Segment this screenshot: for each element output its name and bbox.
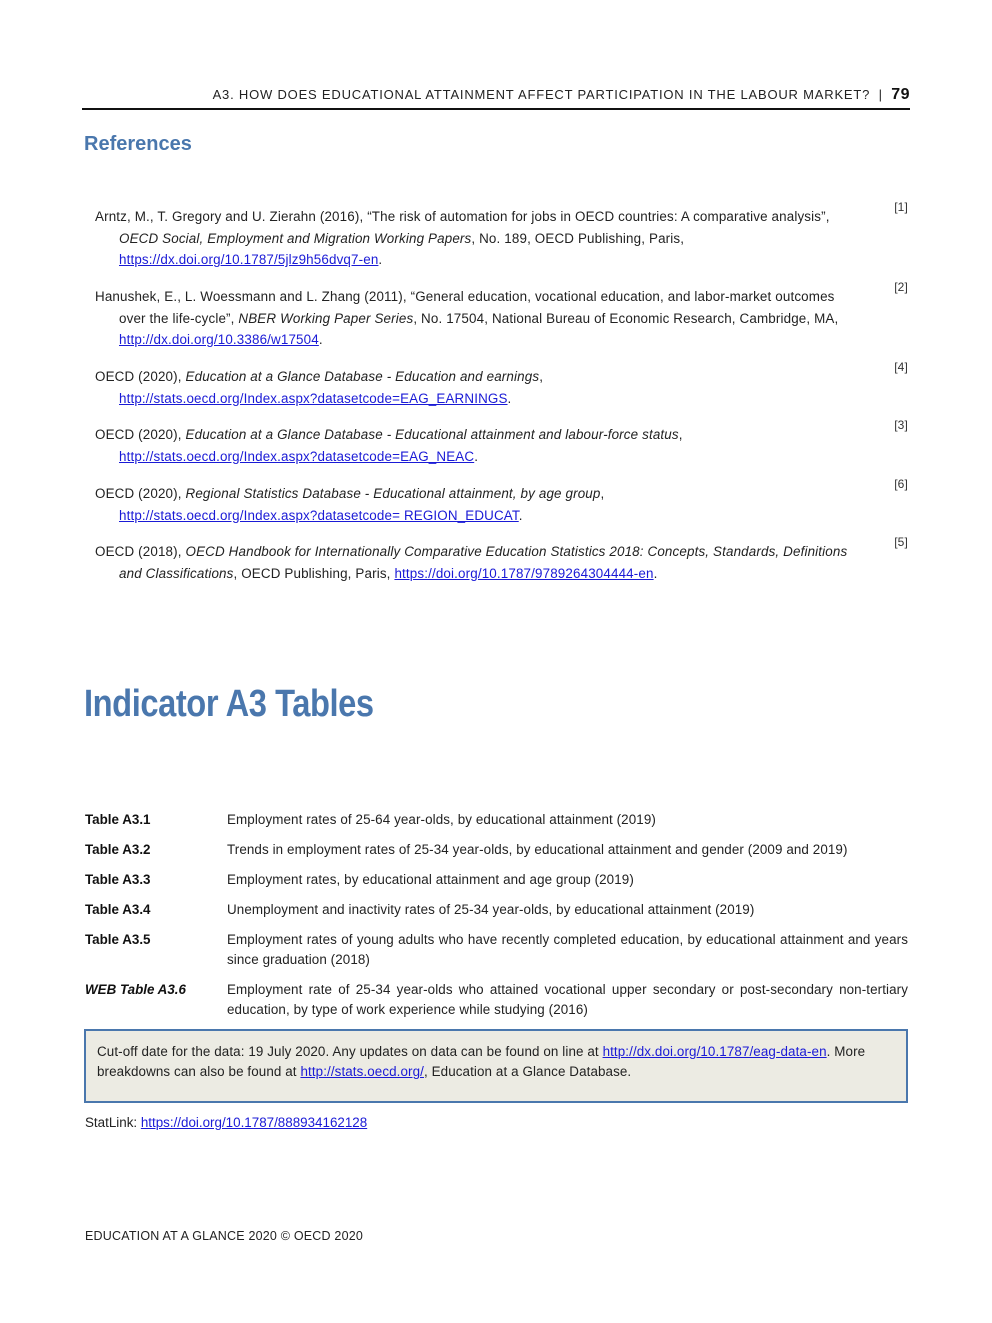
- table-description: Employment rate of 25-34 year-olds who attained vocational upper secondary or post-secondary non-tertiary education, by type of work experience while studying (2016): [227, 982, 908, 1017]
- reference-publisher: , No. 17504, National Bureau of Economic Research, Cambridge, MA,: [413, 310, 839, 326]
- reference-link[interactable]: https://doi.org/10.1787/9789264304444-en: [394, 565, 654, 581]
- reference-series: OECD Social, Employment and Migration Working Papers: [119, 230, 472, 246]
- reference-link[interactable]: http://stats.oecd.org/Index.aspx?datasetcode= REGION_EDUCAT: [119, 507, 519, 523]
- references-heading: References: [84, 133, 192, 155]
- reference-publisher: ,: [539, 369, 544, 384]
- table-description: Unemployment and inactivity rates of 25-34 year-olds, by educational attainment (2019): [227, 902, 755, 917]
- reference-number: [1]: [894, 200, 908, 214]
- reference-text: [95, 541, 855, 584]
- reference-end: .: [653, 565, 658, 581]
- reference-series: Education at a Glance Database - Education and earnings: [185, 369, 540, 384]
- reference-publisher: , No. 189, OECD Publishing, Paris,: [471, 230, 685, 246]
- table-list-row[interactable]: [85, 870, 908, 890]
- table-label: Table A3.1: [85, 812, 151, 827]
- reference-end: .: [378, 252, 383, 267]
- reference-series: OECD Handbook for Internationally Comparative Education Statistics 2018: Concepts, Standards, Definitions and Classifications: [119, 544, 848, 581]
- eag-data-link[interactable]: http://dx.doi.org/10.1787/eag-data-en: [602, 1044, 827, 1059]
- reference-publisher: ,: [678, 427, 683, 442]
- reference-authors: OECD (2020),: [95, 427, 186, 442]
- reference-authors: OECD (2020),: [95, 486, 186, 501]
- reference-number: [3]: [894, 418, 908, 432]
- reference-link[interactable]: http://stats.oecd.org/Index.aspx?datasetcode=EAG_EARNINGS: [119, 390, 508, 406]
- table-list-row[interactable]: [85, 840, 908, 860]
- reference-text: [95, 483, 855, 526]
- table-list-row[interactable]: [85, 900, 908, 920]
- reference-link[interactable]: http://dx.doi.org/10.3386/w17504: [119, 332, 319, 347]
- reference-series: Regional Statistics Database - Educational attainment, by age group: [185, 486, 601, 501]
- oecd-stats-link[interactable]: http://stats.oecd.org/: [300, 1064, 424, 1079]
- reference-series: Education at a Glance Database - Educational attainment and labour-force status: [185, 427, 679, 442]
- indicator-heading: Indicator A3 Tables: [84, 683, 374, 725]
- reference-end: .: [474, 448, 479, 464]
- page-footer: EDUCATION AT A GLANCE 2020 © OECD 2020: [85, 1229, 364, 1243]
- reference-authors: OECD (2020),: [95, 369, 186, 384]
- reference-end: .: [518, 507, 523, 523]
- reference-item: [95, 418, 910, 467]
- statlink: [85, 1115, 367, 1130]
- table-list-row[interactable]: [85, 980, 908, 1020]
- table-description: Trends in employment rates of 25-34 year-olds, by educational attainment and gender (2009 and 2019): [227, 842, 848, 857]
- cutoff-text: . More breakdowns can also be found at: [97, 1044, 866, 1079]
- table-list-row[interactable]: [85, 930, 908, 970]
- cutoff-note-box: [84, 1029, 908, 1103]
- table-description: Employment rates of 25-64 year-olds, by educational attainment (2019): [227, 812, 656, 827]
- running-header: [82, 86, 910, 110]
- reference-end: .: [318, 332, 323, 347]
- cutoff-text: , Education at a Glance Database.: [423, 1064, 632, 1079]
- reference-authors: Arntz, M., T. Gregory and U. Zierahn (2016), “The risk of automation for jobs in OECD countries: A comparative analysis”,: [95, 209, 830, 224]
- header-separator: |: [878, 87, 883, 102]
- table-description: Employment rates, by educational attainment and age group (2019): [227, 872, 634, 887]
- statlink-url[interactable]: https://doi.org/10.1787/888934162128: [140, 1115, 368, 1130]
- reference-item: [95, 360, 910, 409]
- reference-number: [2]: [894, 280, 908, 294]
- reference-link[interactable]: http://stats.oecd.org/Index.aspx?datasetcode=EAG_NEAC: [119, 448, 475, 464]
- chapter-title: A3. HOW DOES EDUCATIONAL ATTAINMENT AFFECT PARTICIPATION IN THE LABOUR MARKET?: [212, 87, 871, 102]
- table-label: Table A3.2: [85, 842, 151, 857]
- reference-end: .: [507, 390, 512, 406]
- reference-authors: Hanushek, E., L. Woessmann and L. Zhang (2011), “General education, vocational education, and labor-market outcomes over the life-cycle”,: [95, 289, 835, 326]
- reference-series: NBER Working Paper Series: [238, 310, 414, 326]
- table-label: Table A3.3: [85, 872, 151, 887]
- reference-text: [95, 206, 855, 271]
- reference-number: [4]: [894, 360, 908, 374]
- reference-text: [95, 424, 855, 467]
- reference-link[interactable]: https://dx.doi.org/10.1787/5jlz9h56dvq7-en: [119, 252, 379, 267]
- page-number: 79: [891, 86, 910, 103]
- reference-item: [95, 280, 910, 351]
- reference-number: [6]: [894, 477, 908, 491]
- table-label: Table A3.4: [85, 902, 151, 917]
- reference-item: [95, 477, 910, 526]
- cutoff-text: Cut-off date for the data: 19 July 2020. Any updates on data can be found on line at: [97, 1044, 603, 1059]
- statlink-label: StatLink:: [85, 1115, 141, 1130]
- reference-publisher: ,: [600, 486, 605, 501]
- reference-publisher: , OECD Publishing, Paris,: [233, 565, 395, 581]
- reference-authors: OECD (2018),: [95, 544, 186, 559]
- reference-text: [95, 366, 855, 409]
- table-label: WEB Table A3.6: [85, 982, 186, 997]
- table-description: Employment rates of young adults who have recently completed education, by educational attainment and years since graduation (2018): [227, 932, 908, 967]
- reference-number: [5]: [894, 535, 908, 549]
- reference-item: [95, 200, 910, 271]
- reference-item: [95, 535, 910, 584]
- table-list-row[interactable]: [85, 810, 908, 830]
- table-label: Table A3.5: [85, 932, 151, 947]
- reference-text: [95, 286, 855, 351]
